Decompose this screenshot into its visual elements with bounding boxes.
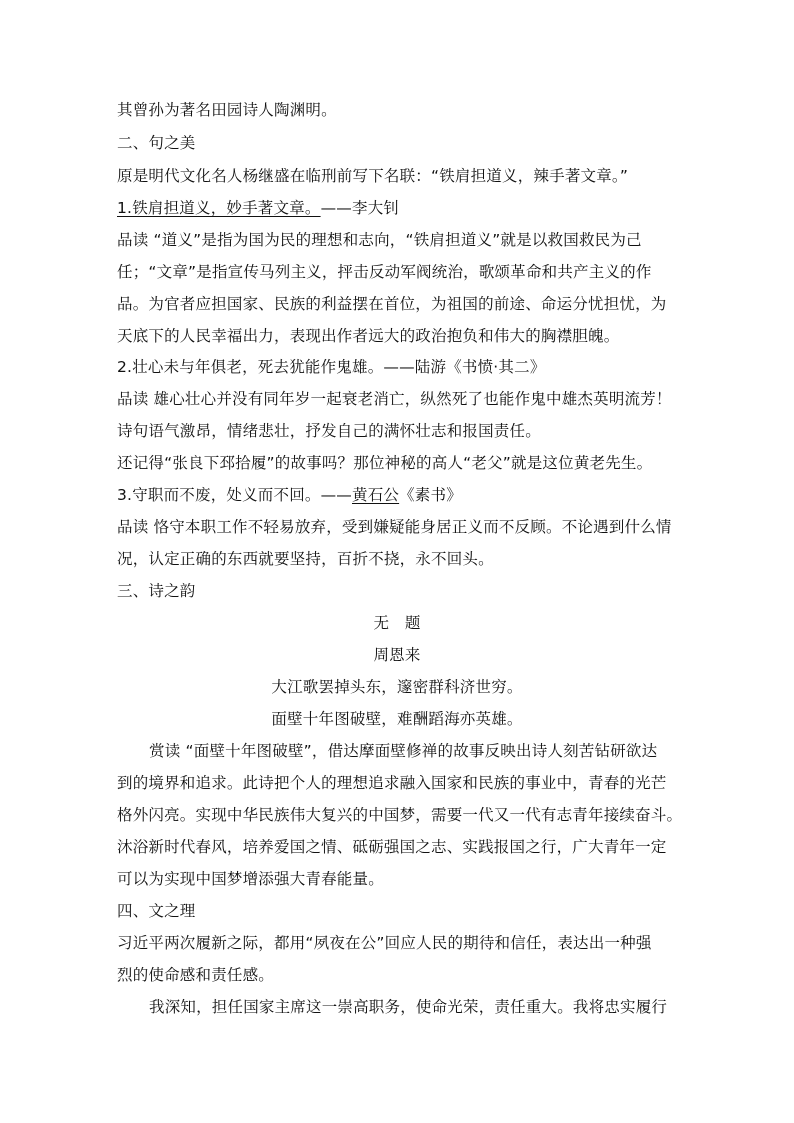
poem-line: 大江歌罢掉头东，邃密群科济世穷。 — [271, 678, 523, 696]
text-line: 烈的使命感和责任感。 — [117, 966, 275, 984]
text-line: 可以为实现中国梦增添强大青春能量。 — [117, 870, 384, 888]
poem-line: 面壁十年图破壁，难酬蹈海亦英雄。 — [271, 710, 523, 728]
text-line: 沐浴新时代春风，培养爱国之情、砥砺强国之志、实践报国之行，广大青年一定 — [117, 838, 667, 856]
text-line: 习近平两次履新之际，都用“夙夜在公”回应人民的期待和信任，表达出一种强 — [117, 934, 652, 952]
text-line: 品读 雄心壮心并没有同年岁一起衰老消亡，纵然死了也能作鬼中雄杰英明流芳！ — [117, 390, 672, 408]
quote-author: ——李大钊 — [320, 199, 400, 217]
quote-source: 《素书》 — [399, 486, 462, 504]
text-line: 其曾孙为著名田园诗人陶渊明。 — [117, 101, 337, 119]
text-line: 天底下的人民幸福出力，表现出作者远大的政治抱负和伟大的胸襟胆魄。 — [117, 327, 620, 345]
text-line: 赏读 “面壁十年图破壁”，借达摩面壁修禅的故事反映出诗人刻苦钻研欲达 — [149, 742, 658, 760]
text-line: 品读 “道义”是指为国为民的理想和志向，“铁肩担道义”就是以救国救民为己 — [117, 231, 642, 249]
text-line: 到的境界和追求。此诗把个人的理想追求融入国家和民族的事业中，青春的光芒 — [117, 774, 667, 792]
text-line: 品读 恪守本职工作不轻易放弃，受到嫌疑能身居正义而不反顾。不论遇到什么情 — [117, 518, 672, 536]
quote-author: 黄石公 — [352, 486, 400, 504]
quote-line: 2.壮心未与年俱老，死去犹能作鬼雄。——陆游《书愤·其二》 — [117, 358, 546, 376]
poem-author: 周恩来 — [373, 646, 421, 664]
quote-text: 1.铁肩担道义，妙手著文章。 — [117, 199, 321, 217]
quote-line — [117, 485, 462, 505]
text-line: 诗句语气激昂，情绪悲壮，抒发自己的满怀壮志和报国责任。 — [117, 422, 541, 440]
quote-line — [117, 198, 399, 218]
text-line: 品。为官者应担国家、民族的利益摆在首位，为祖国的前途、命运分忧担忧，为 — [117, 295, 667, 313]
text-line: 原是明代文化名人杨继盛在临刑前写下名联：“铁肩担道义，辣手著文章。” — [117, 167, 629, 185]
section-heading: 二、句之美 — [117, 134, 196, 152]
section-heading: 四、文之理 — [117, 902, 196, 920]
text-line: 格外闪亮。实现中华民族伟大复兴的中国梦，需要一代又一代有志青年接续奋斗。 — [117, 806, 683, 824]
text-line: 况，认定正确的东西就要坚持，百折不挠，永不回头。 — [117, 550, 494, 568]
section-heading: 三、诗之韵 — [117, 582, 196, 600]
poem-title: 无 题 — [373, 614, 421, 632]
text-line: 还记得“张良下邳拾履”的故事吗？那位神秘的高人“老父”就是这位黄老先生。 — [117, 454, 653, 472]
quote-text: 3.守职而不废，处义而不回。—— — [117, 486, 352, 504]
text-line: 任；“文章”是指宣传马列主义，抨击反动军阀统治，歌颂革命和共产主义的作 — [117, 263, 652, 281]
text-line: 我深知，担任国家主席这一崇高职务，使命光荣，责任重大。我将忠实履行 — [149, 998, 668, 1016]
